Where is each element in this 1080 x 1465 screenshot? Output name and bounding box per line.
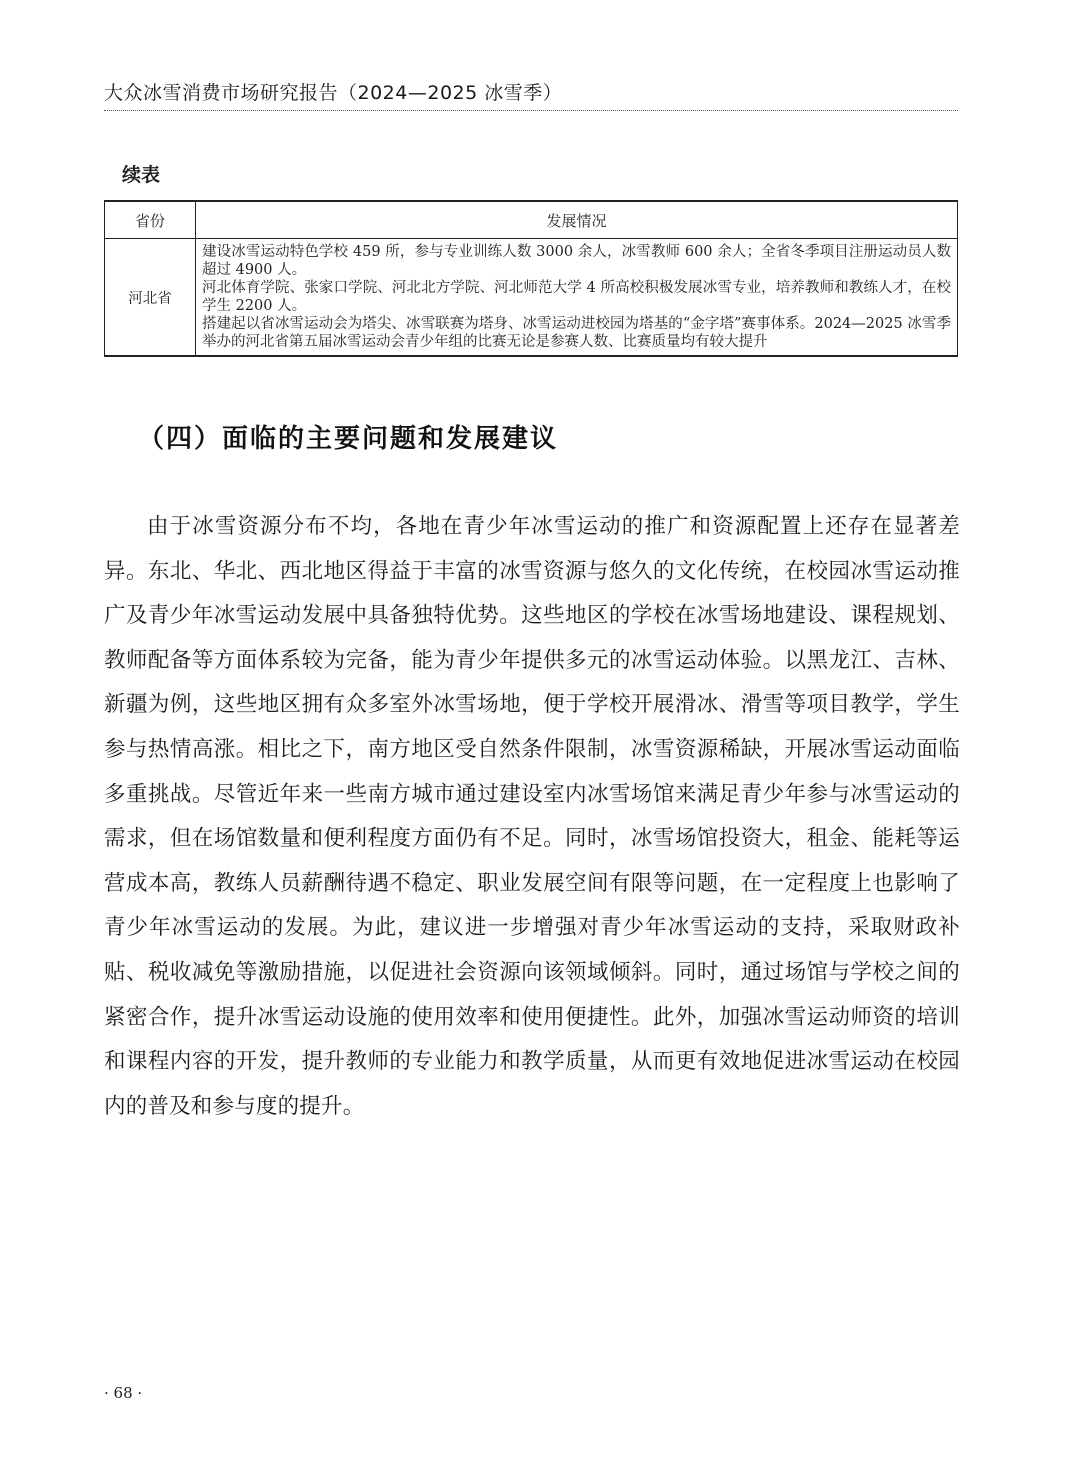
table-header-row [105, 201, 958, 239]
development-paragraph: 建设冰雪运动特色学校 459 所，参与专业训练人数 3000 余人，冰雪教师 600 余人；全省冬季项目注册运动员人数超过 4900 人。 [202, 244, 951, 278]
section-heading: （四）面临的主要问题和发展建议 [138, 424, 559, 454]
development-cell [196, 239, 958, 357]
column-header-province: 省份 [105, 201, 196, 239]
running-header: 大众冰雪消费市场研究报告（2024—2025 冰雪季） [104, 82, 563, 104]
body-paragraph: 由于冰雪资源分布不均，各地在青少年冰雪运动的推广和资源配置上还存在显著差异。东北、华北、西北地区得益于丰富的冰雪资源与悠久的文化传统，在校园冰雪运动推广及青少年冰雪运动发展中具备独特优势。这些地区的学校在冰雪场地建设、课程规划、教师配备等方面体系较为完备，能为青少年提供多元的冰雪运动体验。以黑龙江、吉林、新疆为例，这些地区拥有众多室外冰雪场地，便于学校开展滑冰、滑雪等项目教学，学生参与热情高涨。相比之下，南方地区受自然条件限制，冰雪资源稀缺，开展冰雪运动面临多重挑战。尽管近年来一些南方城市通过建设室内冰雪场馆来满足青少年参与冰雪运动的需求，但在场馆数量和便利程度方面仍有不足。同时，冰雪场馆投资大，租金、能耗等运营成本高，教练人员薪酬待遇不稳定、职业发展空间有限等问题，在一定程度上也影响了青少年冰雪运动的发展。为此，建议进一步增强对青少年冰雪运动的支持，采取财政补贴、税收减免等激励措施，以促进社会资源向该领域倾斜。同时，通过场馆与学校之间的紧密合作，提升冰雪运动设施的使用效率和使用便捷性。此外，加强冰雪运动师资的培训和课程内容的开发，提升教师的专业能力和教学质量，从而更有效地促进冰雪运动在校园内的普及和参与度的提升。 [104, 514, 960, 1119]
table-row [105, 239, 958, 357]
table-caption: 续表 [122, 164, 161, 186]
page-number: · 68 · [104, 1384, 143, 1402]
development-paragraph: 河北体育学院、张家口学院、河北北方学院、河北师范大学 4 所高校积极发展冰雪专业，培养教师和教练人才，在校学生 2200 人。 [202, 280, 951, 314]
column-header-development: 发展情况 [196, 201, 958, 239]
header-rule [104, 110, 958, 111]
development-paragraph: 搭建起以省冰雪运动会为塔尖、冰雪联赛为塔身、冰雪运动进校园为塔基的“金字塔”赛事体系。2024—2025 冰雪季举办的河北省第五届冰雪运动会青少年组的比赛无论是参赛人数、比赛质量均有较大提升 [202, 316, 951, 350]
continued-table [104, 200, 958, 357]
province-cell: 河北省 [105, 239, 196, 357]
